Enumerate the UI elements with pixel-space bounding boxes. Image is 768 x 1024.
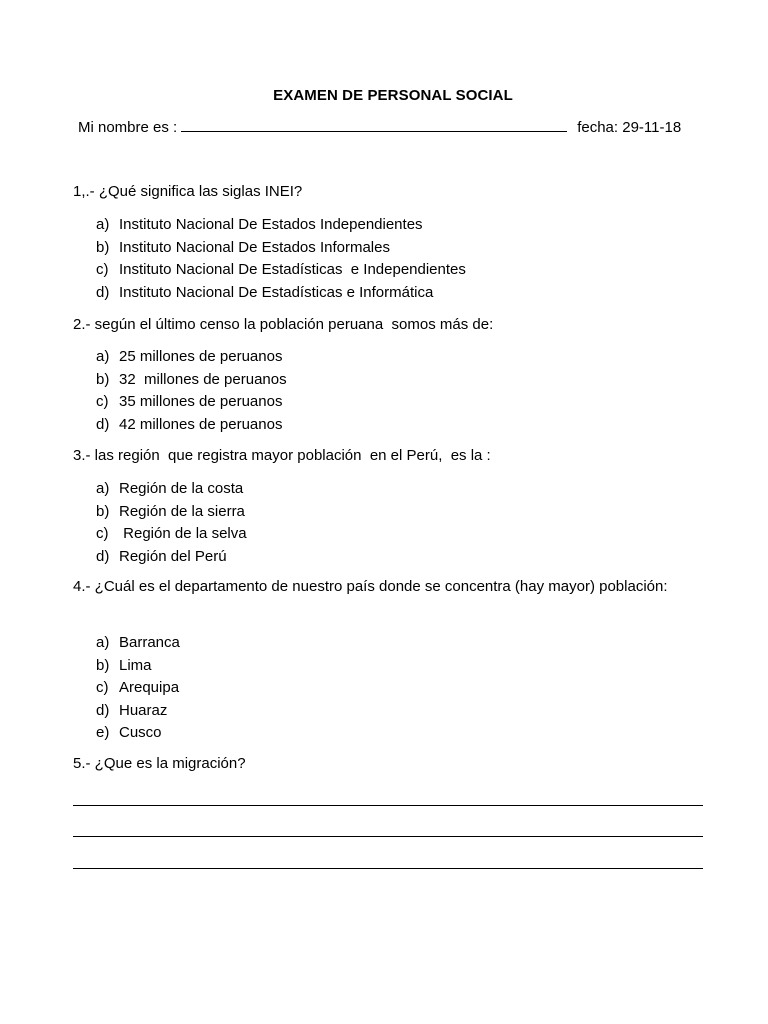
option-4a <box>96 632 180 655</box>
option-letter: a) <box>96 480 110 497</box>
option-2d <box>96 414 287 437</box>
option-2a <box>96 346 287 369</box>
question-4-options <box>96 632 180 745</box>
option-letter: b) <box>96 238 110 256</box>
option-text: Huaraz <box>119 701 168 719</box>
option-2b <box>96 369 287 392</box>
option-letter: a) <box>96 634 110 651</box>
option-3b <box>96 501 247 524</box>
option-1d <box>96 282 466 305</box>
question-4: 4.- ¿Cuál es el departamento de nuestro país donde se concentra (hay mayor) población: <box>73 578 668 595</box>
question-2-options <box>96 346 287 436</box>
option-3a <box>96 478 247 501</box>
option-4d <box>96 700 180 723</box>
option-4e <box>96 722 180 745</box>
option-text: Instituto Nacional De Estadísticas e Informática <box>119 283 434 301</box>
option-letter: b) <box>96 656 110 674</box>
option-letter: e) <box>96 724 110 741</box>
option-letter: b) <box>96 502 110 520</box>
option-letter: c) <box>96 525 109 542</box>
option-1c <box>96 259 466 282</box>
option-text: 32 millones de peruanos <box>119 370 287 388</box>
option-text: Región de la selva <box>119 525 247 542</box>
option-4b <box>96 655 180 678</box>
name-date-line <box>78 119 681 136</box>
question-1-options <box>96 214 466 304</box>
option-3c <box>96 523 247 546</box>
exam-title: EXAMEN DE PERSONAL SOCIAL <box>273 87 513 104</box>
option-text: Región de la sierra <box>119 502 245 520</box>
name-blank-line[interactable] <box>181 119 567 132</box>
option-letter: a) <box>96 348 110 365</box>
option-text: Cusco <box>119 724 162 741</box>
question-1: 1,.- ¿Qué significa las siglas INEI? <box>73 183 303 200</box>
option-1b <box>96 237 466 260</box>
answer-line-2[interactable] <box>73 836 703 837</box>
option-letter: d) <box>96 415 110 433</box>
option-text: Arequipa <box>119 679 180 696</box>
date-value: 29-11-18 <box>622 119 682 136</box>
option-text: Lima <box>119 656 152 674</box>
question-2: 2.- según el último censo la población peruana somos más de: <box>73 316 494 333</box>
option-2c <box>96 391 287 414</box>
option-letter: c) <box>96 393 109 410</box>
answer-line-1[interactable] <box>73 805 703 806</box>
option-1a <box>96 214 466 237</box>
name-label: Mi nombre es : <box>78 119 178 136</box>
option-text: Barranca <box>119 634 180 651</box>
option-letter: d) <box>96 701 110 719</box>
option-text: Región del Perú <box>119 547 227 565</box>
option-letter: a) <box>96 216 110 233</box>
option-3d <box>96 546 247 569</box>
option-letter: d) <box>96 283 110 301</box>
option-text: 25 millones de peruanos <box>119 348 283 365</box>
option-letter: b) <box>96 370 110 388</box>
option-letter: d) <box>96 547 110 565</box>
option-4c <box>96 677 180 700</box>
option-text: Instituto Nacional De Estados Independientes <box>119 216 423 233</box>
question-3: 3.- las región que registra mayor población en el Perú, es la : <box>73 447 491 464</box>
option-text: 35 millones de peruanos <box>119 393 283 410</box>
answer-line-3[interactable] <box>73 868 703 869</box>
option-text: Instituto Nacional De Estados Informales <box>119 238 390 256</box>
question-3-options <box>96 478 247 568</box>
option-letter: c) <box>96 261 109 278</box>
option-text: Región de la costa <box>119 480 244 497</box>
option-text: 42 millones de peruanos <box>119 415 283 433</box>
date-label: fecha: <box>577 119 619 136</box>
option-text: Instituto Nacional De Estadísticas e Independientes <box>119 261 466 278</box>
question-5: 5.- ¿Que es la migración? <box>73 755 246 772</box>
option-letter: c) <box>96 679 109 696</box>
